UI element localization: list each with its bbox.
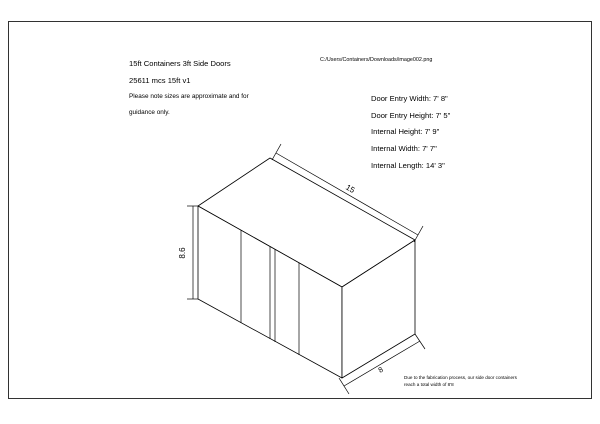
spec-door-entry-width: Door Entry Width: 7' 8"	[371, 94, 448, 103]
container-box	[198, 158, 415, 378]
guidance-note-line-1: Please note sizes are approximate and for	[129, 93, 249, 100]
guidance-note-line-2: guidance only.	[129, 109, 170, 116]
width-extension-right	[415, 334, 425, 349]
spec-internal-length: Internal Length: 14' 3"	[371, 161, 445, 170]
width-label: 8	[376, 364, 385, 375]
footnote-line-1: Due to the fabrication process, our side door containers	[404, 375, 517, 380]
length-extension-left	[272, 144, 281, 160]
spec-door-entry-height: Door Entry Height: 7' 5"	[371, 111, 451, 120]
length-label: 15	[344, 182, 357, 195]
drawing-title: 15ft Containers 3ft Side Doors	[129, 59, 231, 68]
file-path-label: C:/Users/Containers/Downloads/image002.png	[320, 57, 433, 63]
spec-internal-width: Internal Width: 7' 7"	[371, 144, 437, 153]
height-label: 8.6	[178, 247, 187, 259]
spec-internal-height: Internal Height: 7' 9"	[371, 127, 440, 136]
footnote-line-2: reach a total width of 8'8	[404, 382, 454, 387]
length-extension-right	[414, 226, 423, 242]
width-extension-left	[339, 378, 349, 394]
drawing-reference: 25611 mcs 15ft v1	[129, 76, 191, 85]
height-dimension	[187, 206, 198, 299]
